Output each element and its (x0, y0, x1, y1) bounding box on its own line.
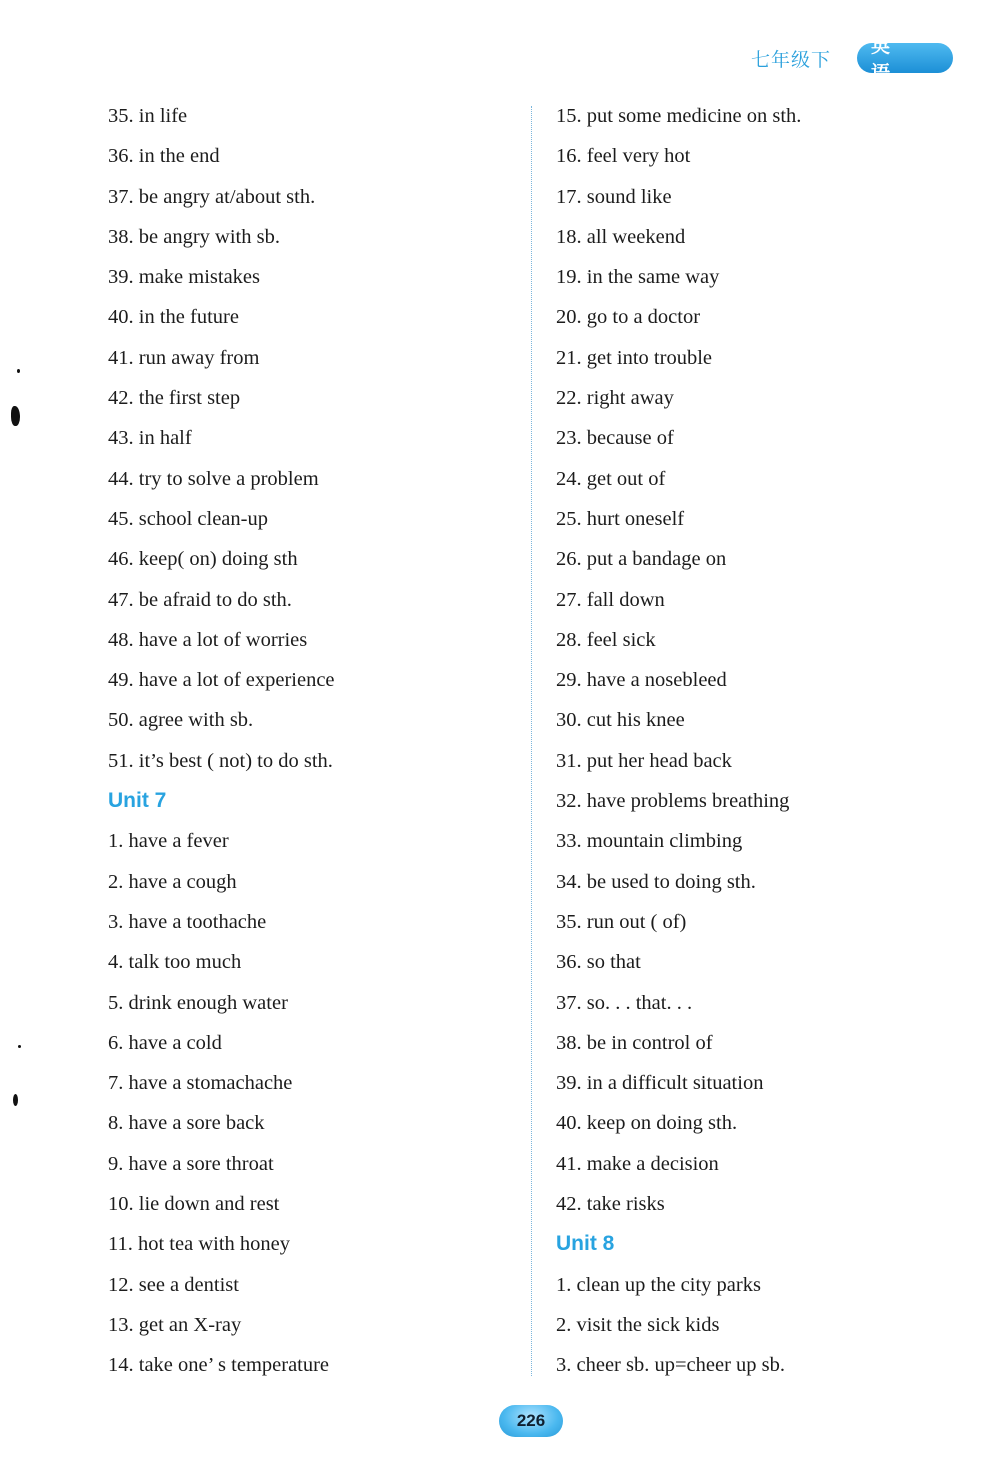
phrase-item: 22. right away (556, 387, 674, 410)
page-header (750, 35, 953, 84)
phrase-item: 8. have a sore back (108, 1112, 265, 1135)
page-number-badge (499, 1405, 563, 1437)
phrase-item: 41. run away from (108, 346, 260, 369)
phrase-item: 15. put some medicine on sth. (556, 105, 802, 127)
phrase-item: 40. keep on doing sth. (556, 1112, 738, 1135)
phrase-item: 30. cut his knee (556, 709, 685, 732)
phrase-item: 14. take one’ s temperature (108, 1354, 330, 1377)
right-column (556, 96, 976, 1386)
scan-mark (13, 1094, 18, 1106)
phrase-item: 23. because of (556, 427, 674, 450)
phrase-item: 27. fall down (556, 588, 665, 611)
phrase-item: 34. be used to doing sth. (556, 870, 756, 893)
phrase-item: 32. have problems breathing (556, 790, 790, 813)
phrase-item: 36. so that (556, 951, 641, 974)
scan-mark (11, 406, 20, 426)
phrase-item: 28. feel sick (556, 628, 656, 651)
scan-mark (18, 1045, 21, 1048)
phrase-item: 17. sound like (556, 185, 672, 208)
left-column (108, 96, 528, 1386)
phrase-item: 35. run out ( of) (556, 910, 687, 933)
phrase-item: 6. have a cold (108, 1031, 222, 1054)
phrase-item: 20. go to a doctor (556, 306, 701, 329)
phrase-item: 2. have a cough (108, 870, 237, 893)
phrase-item: 10. lie down and rest (108, 1193, 280, 1216)
phrase-item: 26. put a bandage on (556, 548, 727, 571)
phrase-item: 7. have a stomachache (108, 1072, 293, 1095)
phrase-item: 3. have a toothache (108, 910, 267, 933)
phrase-item: 18. all weekend (556, 225, 686, 248)
phrase-item: 50. agree with sb. (108, 709, 254, 732)
grade-label: 七年级下 (750, 48, 831, 71)
phrase-item: 48. have a lot of worries (108, 628, 308, 651)
phrase-item: 38. be in control of (556, 1031, 713, 1054)
phrase-item: 47. be afraid to do sth. (108, 588, 292, 611)
unit-heading: Unit 8 (556, 1232, 615, 1256)
phrase-item: 39. make mistakes (108, 266, 261, 289)
phrase-item: 31. put her head back (556, 749, 732, 772)
phrase-item: 46. keep( on) doing sth (108, 548, 298, 571)
phrase-item: 13. get an X-ray (108, 1313, 242, 1336)
scan-mark (17, 369, 20, 373)
phrase-item: 37. be angry at/about sth. (108, 185, 316, 208)
phrase-item: 1. have a fever (108, 830, 229, 853)
phrase-item: 35. in life (108, 105, 188, 127)
phrase-item: 49. have a lot of experience (108, 669, 335, 692)
phrase-item: 21. get into trouble (556, 346, 713, 369)
phrase-item: 41. make a decision (556, 1152, 719, 1175)
unit-heading: Unit 7 (108, 789, 167, 813)
phrase-item: 19. in the same way (556, 266, 720, 289)
phrase-item: 37. so. . . that. . . (556, 991, 693, 1014)
phrase-item: 38. be angry with sb. (108, 225, 280, 248)
phrase-item: 1. clean up the city parks (556, 1273, 761, 1296)
phrase-item: 11. hot tea with honey (108, 1233, 290, 1256)
phrase-item: 42. the first step (108, 387, 241, 410)
phrase-item: 36. in the end (108, 145, 220, 168)
phrase-item: 2. visit the sick kids (556, 1313, 720, 1336)
phrase-item: 33. mountain climbing (556, 830, 743, 853)
page-number: 226 (516, 1411, 546, 1430)
phrase-item: 43. in half (108, 427, 192, 450)
phrase-item: 24. get out of (556, 467, 666, 490)
phrase-item: 45. school clean-up (108, 507, 268, 530)
phrase-item: 42. take risks (556, 1193, 665, 1216)
phrase-item: 40. in the future (108, 306, 239, 329)
phrase-item: 51. it’s best ( not) to do sth. (108, 749, 333, 772)
phrase-item: 39. in a difficult situation (556, 1072, 764, 1095)
phrase-item: 3. cheer sb. up=cheer up sb. (556, 1354, 786, 1377)
subject-badge: 英 语 (857, 43, 953, 73)
phrase-item: 25. hurt oneself (556, 507, 685, 530)
phrase-item: 12. see a dentist (108, 1273, 239, 1296)
phrase-item: 5. drink enough water (108, 991, 288, 1014)
phrase-item: 29. have a nosebleed (556, 669, 727, 692)
phrase-item: 4. talk too much (108, 951, 242, 974)
column-divider (531, 106, 532, 1376)
phrase-item: 9. have a sore throat (108, 1152, 274, 1175)
phrase-item: 16. feel very hot (556, 145, 691, 168)
phrase-item: 44. try to solve a problem (108, 467, 319, 490)
